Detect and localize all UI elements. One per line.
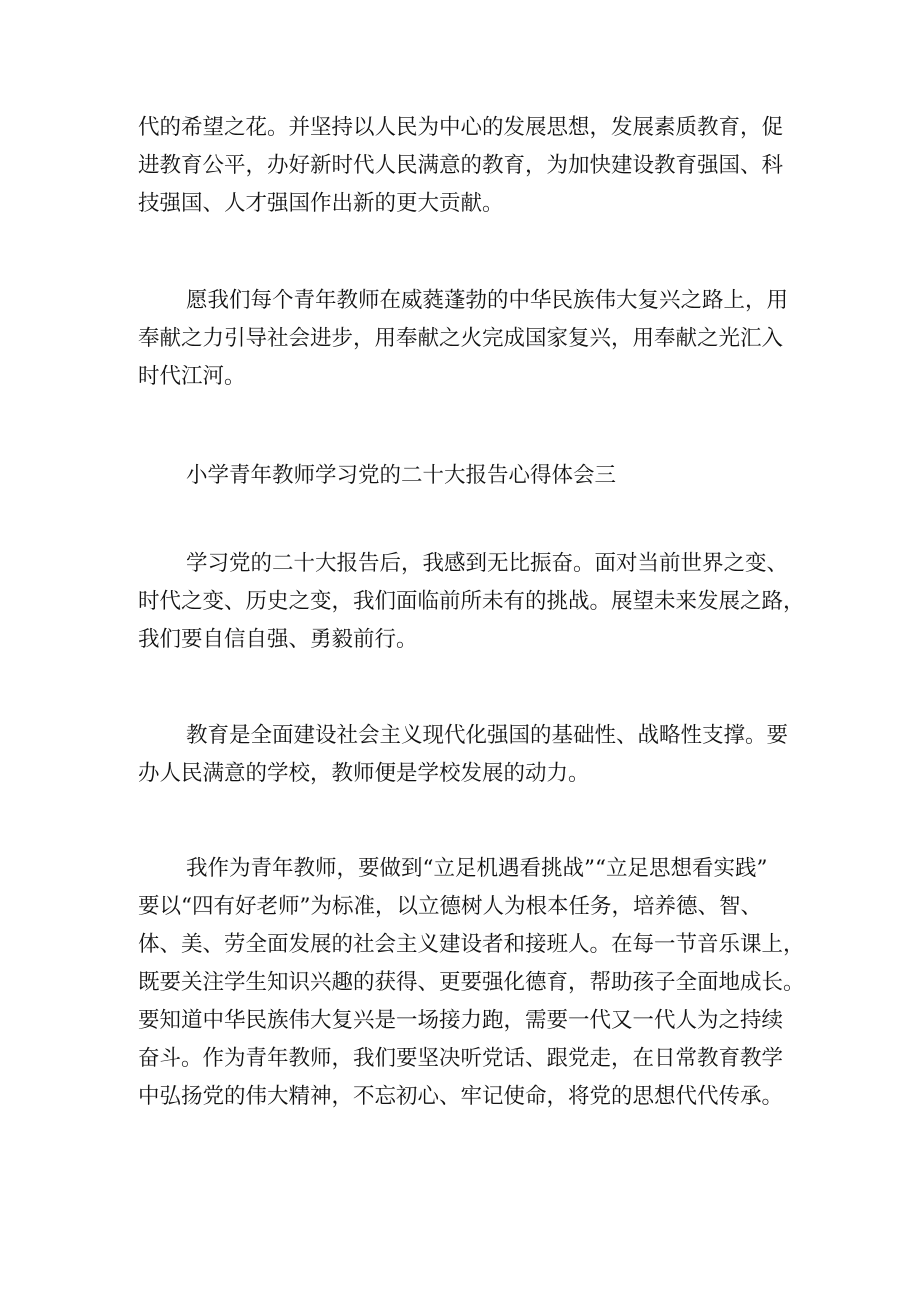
text-line: 愿我们每个青年教师在威蕤蓬勃的中华民族伟大复兴之路上，用 (186, 288, 789, 313)
paragraph-wish (138, 282, 798, 396)
paragraph-intro (138, 545, 805, 659)
text-line: 进教育公平，办好新时代人民满意的教育，为加快建设教育强国、科 (138, 153, 784, 178)
paragraph-commitment (138, 850, 805, 1116)
text-line: 时代之变、历史之变，我们面临前所未有的挑战。展望未来发展之路， (138, 589, 805, 614)
text-line: 学习党的二十大报告后，我感到无比振奋。面对当前世界之变、 (186, 551, 789, 576)
text-line: 体、美、劳全面发展的社会主义建设者和接班人。在每一节音乐课上， (138, 932, 805, 957)
heading-text: 小学青年教师学习党的二十大报告心得体会三 (186, 463, 617, 488)
section-heading (138, 457, 798, 495)
text-line: 奋斗。作为青年教师，我们要坚决听党话、跟党走，在日常教育教学 (138, 1046, 784, 1071)
paragraph-continuation (138, 109, 798, 223)
text-line: 既要关注学生知识兴趣的获得、更要强化德育，帮助孩子全面地成长。 (138, 970, 805, 995)
text-line: 代的希望之花。并坚持以人民为中心的发展思想，发展素质教育，促 (138, 115, 784, 140)
paragraph-education (138, 717, 798, 793)
text-line: 技强国、人才强国作出新的更大贡献。 (138, 191, 504, 216)
text-line: 教育是全面建设社会主义现代化强国的基础性、战略性支撑。要 (186, 723, 789, 748)
text-line: 奉献之力引导社会进步，用奉献之火完成国家复兴，用奉献之光汇入 (138, 326, 784, 351)
text-line: 要以“四有好老师”为标准，以立德树人为根本任务，培养德、智、 (138, 894, 762, 919)
text-line: 我作为青年教师，要做到“立足机遇看挑战”“立足思想看实践” (186, 856, 768, 881)
text-line: 中弘扬党的伟大精神，不忘初心、牢记使命，将党的思想代代传承。 (138, 1084, 784, 1109)
text-line: 要知道中华民族伟大复兴是一场接力跑，需要一代又一代人为之持续 (138, 1008, 784, 1033)
text-line: 办人民满意的学校，教师便是学校发展的动力。 (138, 761, 590, 786)
text-line: 时代江河。 (138, 364, 246, 389)
text-line: 我们要自信自强、勇毅前行。 (138, 627, 418, 652)
